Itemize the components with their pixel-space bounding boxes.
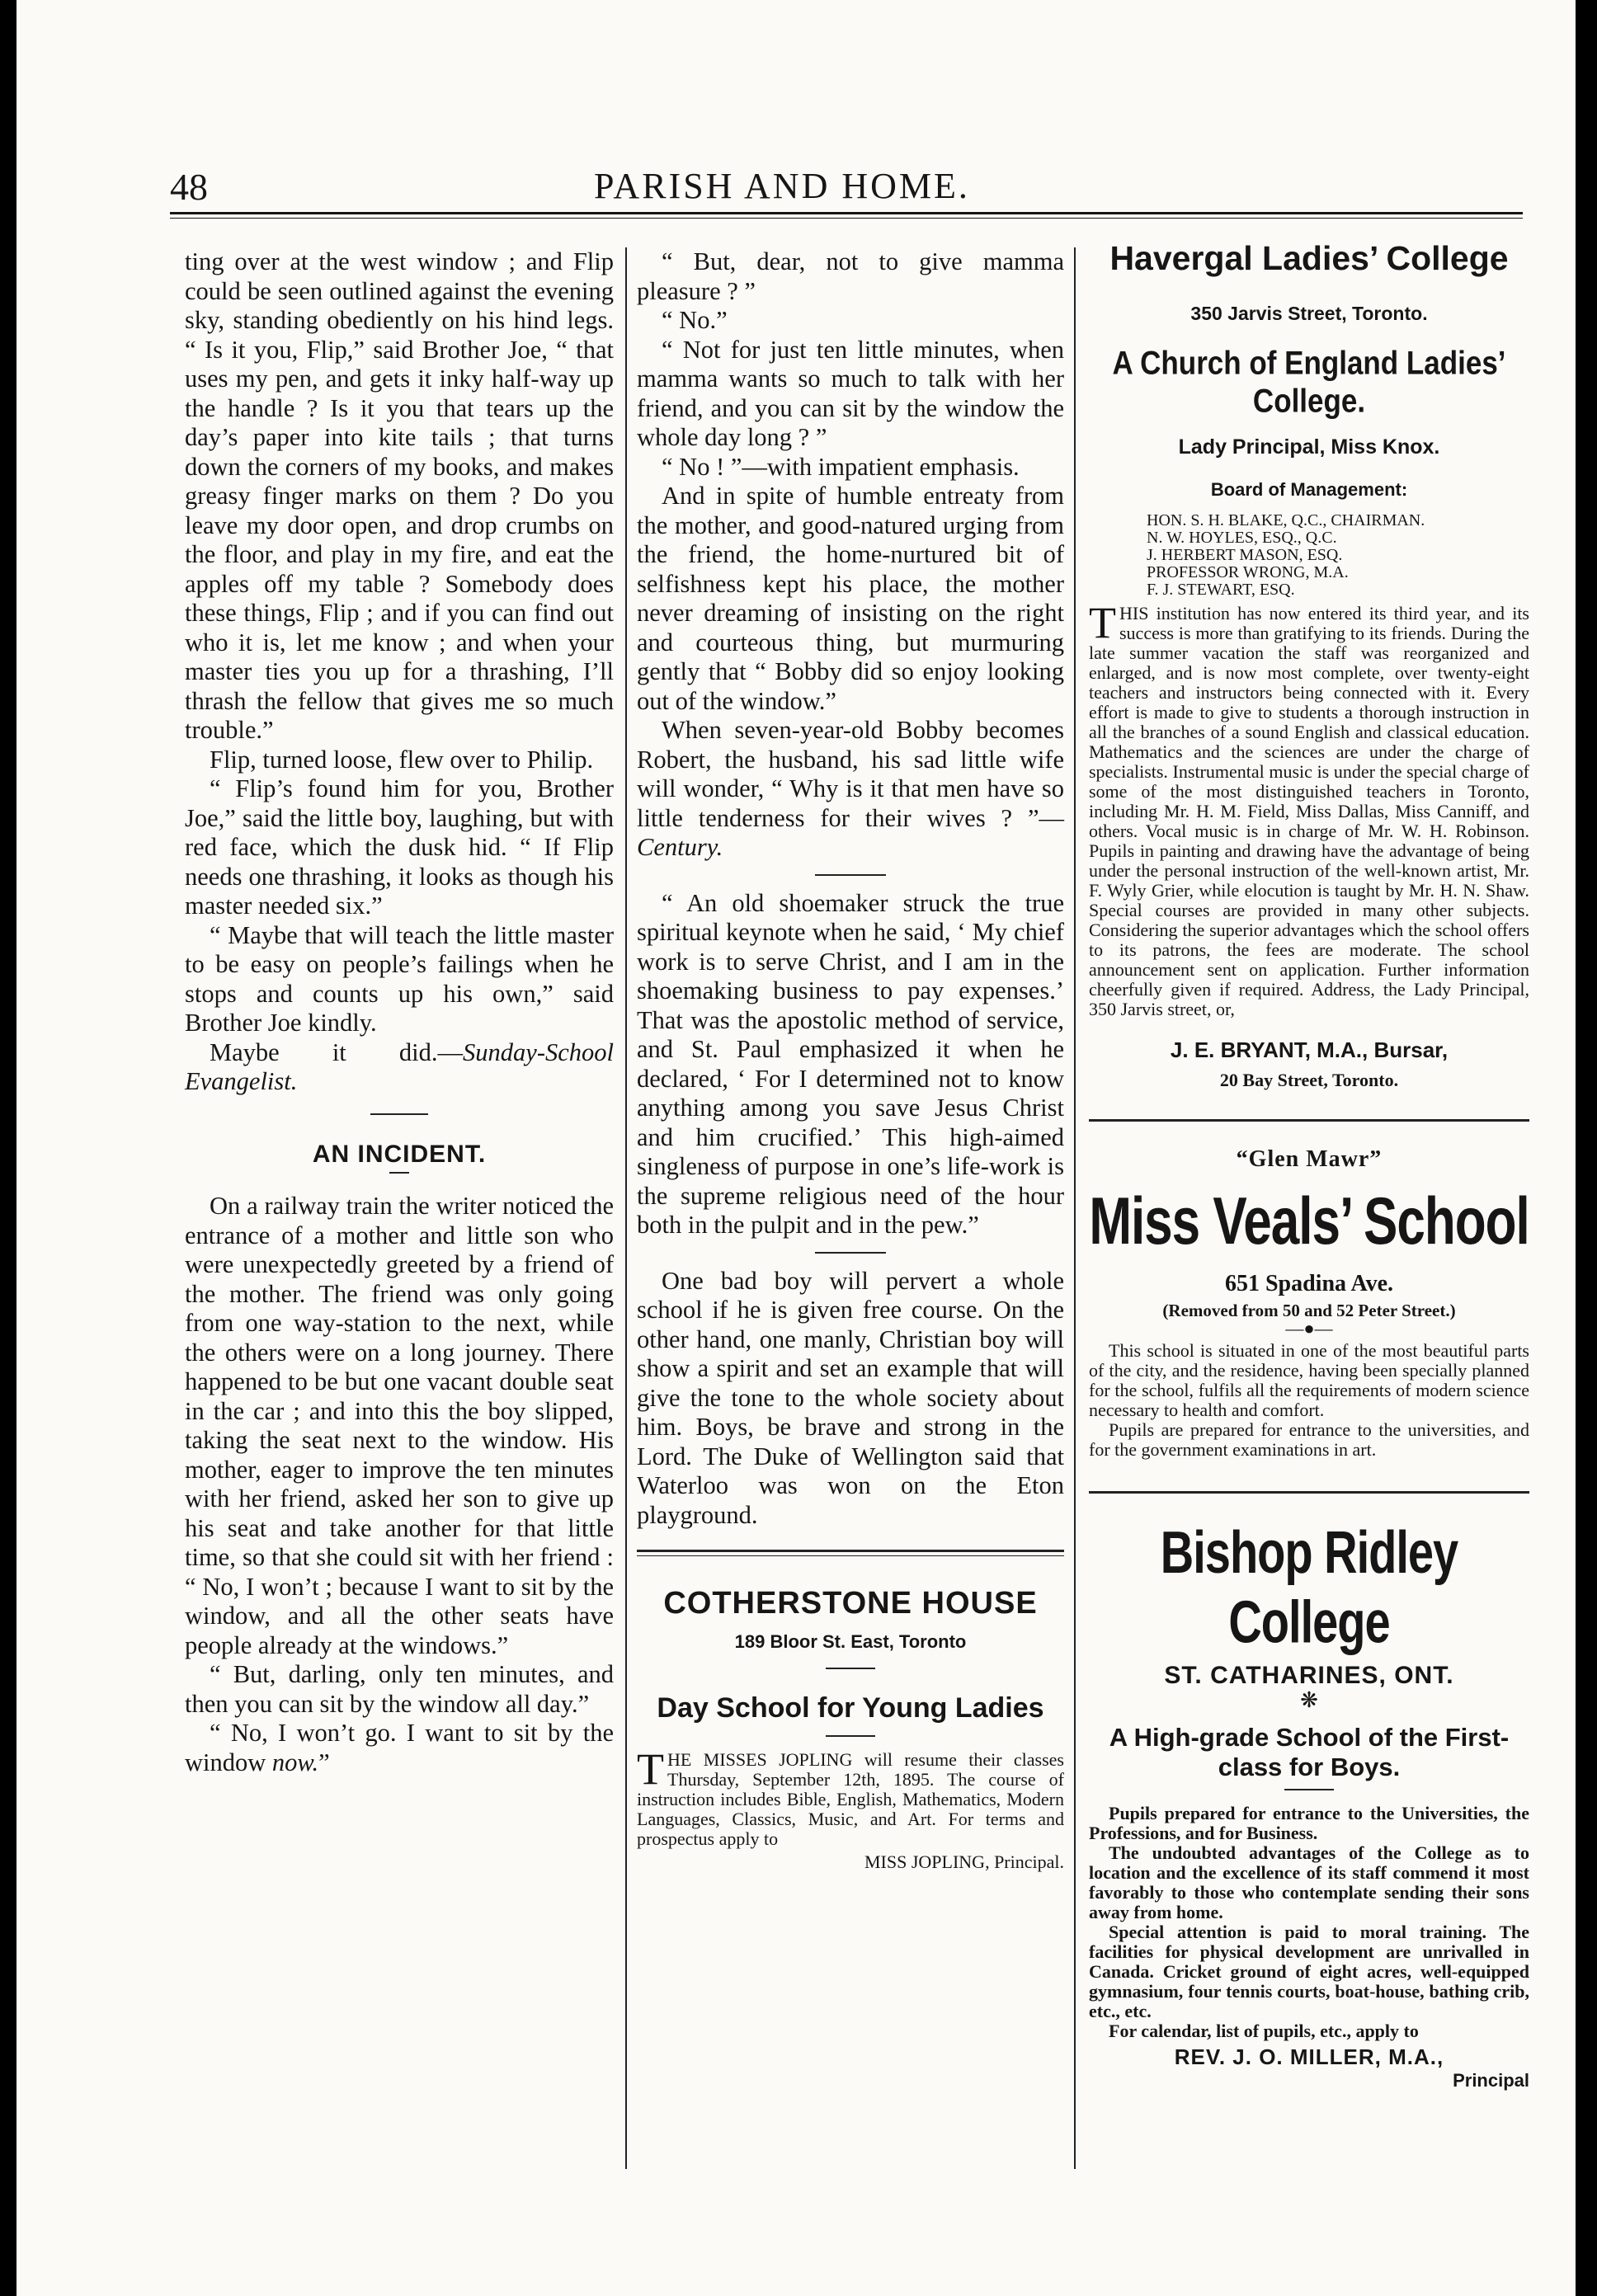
article-paragraph: “ Not for just ten little minutes, when mamma wants so much to talk with her friend, and you can sit by the window the whole day long ? ”	[637, 335, 1064, 451]
column-divider-left	[625, 247, 627, 2169]
story-paragraph: “ Maybe that will teach the little master to be easy on people’s failings when he stops and counts up his own,” said Brother Joe kindly.	[185, 920, 614, 1037]
article-paragraph: On a railway train the writer noticed the entrance of a mother and little son who were unexpectedly greeted by a friend of the mother. The friend was only going from one way-station to the next, while the others were on a long journey. There happened to be but one vacant double seat in the car ; and into this the boy slipped, taking the seat next to the window. His mother, eager to improve the ten minutes with her friend, asked her son to give up his seat and take another for that little time, so that she could sit with her friend : “ No, I won’t ; because I want to sit by the window, and all the other seats have people already at the windows.”	[185, 1192, 614, 1659]
article-paragraph: “ No ! ”—with impatient emphasis.	[662, 452, 1020, 481]
separator-rule	[1284, 1789, 1334, 1790]
veals-body: This school is situated in one of the most beautiful parts of the city, and the residence, having been specially planned for the school, fulfils all the requirements of modern science necessary to health and comfort.	[1089, 1340, 1529, 1420]
ridley-subtitle: A High-grade School of the First-class for Boys.	[1109, 1723, 1510, 1781]
cotherstone-body: THE MISSES JOPLING will resume their classes Thursday, September 12th, 1895. The course of instruction includes Bible, English, Mathematics, Modern Languages, Classics, Music, and Art. For terms and prospectus apply to	[637, 1743, 1064, 1849]
ridley-body: Pupils prepared for entrance to the Universities, the Professions, and for Business.	[1089, 1803, 1529, 1843]
ridley-body: For calendar, list of pupils, etc., apply to	[1109, 2021, 1419, 2041]
veals-tag: “Glen Mawr”	[1236, 1146, 1383, 1172]
ridley-title: Bishop Ridley College	[1160, 1517, 1458, 1656]
cotherstone-ad	[637, 1586, 1064, 1872]
veals-address: 651 Spadina Ave.	[1224, 1271, 1394, 1296]
cotherstone-signature: MISS JOPLING, Principal.	[864, 1851, 1064, 1872]
veals-title: Miss Veals’ School	[1089, 1184, 1529, 1259]
ridley-body: Special attention is paid to moral training. The facilities for physical development are unrivalled in Canada. Cricket ground of eight acres, well-equipped gymnasium, four tennis courts, boat-house, bathing crib, etc., etc.	[1089, 1922, 1529, 2021]
cotherstone-address: 189 Bloor St. East, Toronto	[734, 1630, 967, 1652]
ornament-dot-icon: —●—	[1285, 1318, 1333, 1339]
board-member: N. W. HOYLES, ESQ., Q.C.	[1147, 529, 1337, 547]
board-member: F. J. STEWART, ESQ.	[1147, 581, 1295, 599]
source-name: Sunday-School Evangelist.	[185, 1037, 614, 1095]
shoemaker-paragraph: “ An old shoemaker struck the true spiritual keynote when he said, ‘ My chief work is to serve Christ, and I am in the shoemaking business to pay expenses.’ That was the apostolic method of service, and St. Paul emphasized it when he declared, ‘ For I determined not to know anything among you save Jesus Christ and him crucified.’ This high-aimed singleness of purpose in one’s life-work is the supreme religious need of the hour both in the pulpit and in the pew.”	[637, 888, 1064, 1239]
cotherstone-subtitle: Day School for Young Ladies	[657, 1692, 1044, 1724]
ad-divider	[1089, 1119, 1529, 1122]
article-paragraph: “ But, dear, not to give mamma pleasure ? ”	[637, 247, 1064, 305]
header-rule-thin	[170, 218, 1523, 219]
story-paragraph: ting over at the west window ; and Flip could be seen outlined against the evening sky, standing obediently on his hind legs. “ Is it you, Flip,” said Brother Joe, “ that uses my pen, and gets it inky half-way up the handle ? Is it you that tears up the day’s paper into kite tails ; that turns down the corners of my books, and makes greasy finger marks on them ? Do you leave my door open, and drop crumbs on the floor, and play in my fire, and eat the apples off my table ? Somebody does these things, Flip ; and if you can find out who it is, let me know ; and when your master ties you up for a thrashing, I’ll thrash the fellow that gives me so much trouble.”	[185, 247, 614, 744]
veals-removed: (Removed from 50 and 52 Peter Street.)	[1162, 1301, 1456, 1320]
article-title: AN INCIDENT.	[312, 1140, 487, 1168]
separator-rule	[815, 1252, 886, 1254]
article-paragraph: “ No.”	[662, 306, 728, 334]
newspaper-page	[16, 0, 1576, 2296]
cotherstone-title: COTHERSTONE HOUSE	[663, 1586, 1038, 1621]
separator-rule	[826, 1735, 875, 1737]
board-member: HON. S. H. BLAKE, Q.C., CHAIRMAN.	[1147, 511, 1425, 529]
separator-rule	[815, 874, 886, 876]
column-divider-right	[1074, 247, 1076, 2169]
ridley-location: ST. CATHARINES, ONT.	[1164, 1662, 1454, 1689]
title-dash	[389, 1172, 409, 1174]
page-number: 48	[170, 166, 208, 208]
article-paragraph: “ But, darling, only ten minutes, and then you can sit by the window all day.”	[185, 1660, 614, 1718]
ad-rule-thin	[637, 1555, 1064, 1556]
drop-cap: T	[1089, 598, 1116, 647]
havergal-body: THIS institution has now entered its third year, and its success is more than gratifying to its friends. During the late summer vacation the staff was reorganized and enlarged, and is now most complete, over twenty-eight teachers and instructors being connected with it. Every effort is made to give to students a thorough instruction in all the branches of a sound English and classical education. Mathematics and the sciences are under the charge of specialists. Instrumental music is under the special charge of some of the most distinguished teachers in Toronto, including Mr. H. M. Field, Miss Dallas, Miss Canniff, and others. Vocal music is in charge of Mr. W. H. Robinson. Pupils in painting and drawing have the advantage of being under the personal instruction of the well-known artist, Mr. F. Wyly Grier, while elocution is taught by Mr. H. N. Shaw. Special courses are provided in many other subjects. Considering the superior advantages which the school offers to its patrons, the fees are moderate. The school announcement sent on application. Further information cheerfully given if required. Address, the Lady Principal, 350 Jarvis street, or,	[1089, 598, 1529, 1019]
separator-rule	[826, 1668, 875, 1669]
badboy-paragraph: One bad boy will pervert a whole school if he is given free course. On the other hand, one manly, Christian boy will show a spirit and set an example that will give the tone to the whole society about him. Boys, be brave and strong in the Lord. The Duke of Wellington said that Waterloo was won on the Eton playground.	[637, 1266, 1064, 1529]
story-paragraph: Flip, turned loose, flew over to Philip.	[210, 745, 594, 774]
veals-body: Pupils are prepared for entrance to the universities, and for the government examinations in art.	[1089, 1419, 1529, 1460]
column-left	[185, 247, 614, 1777]
ornament-fleuron-icon: ❋	[1300, 1688, 1318, 1712]
havergal-address: 350 Jarvis Street, Toronto.	[1190, 303, 1428, 324]
article-paragraph: “ No, I won’t go. I want to sit by the window now.”	[185, 1719, 614, 1776]
ad-rule	[637, 1550, 1064, 1552]
ridley-contact: REV. J. O. MILLER, M.A.,	[1174, 2044, 1444, 2069]
havergal-principal: Lady Principal, Miss Knox.	[1178, 435, 1440, 459]
havergal-title: Havergal Ladies’ College	[1109, 239, 1509, 277]
board-list	[1147, 512, 1529, 599]
board-member: PROFESSOR WRONG, M.A.	[1147, 563, 1349, 581]
havergal-tagline: A Church of England Ladies’ College.	[1112, 345, 1506, 420]
separator-rule	[370, 1113, 428, 1115]
column-right-ads	[1089, 239, 1529, 2091]
board-member: J. HERBERT MASON, ESQ.	[1147, 546, 1343, 564]
bursar-address: 20 Bay Street, Toronto.	[1219, 1070, 1399, 1090]
header-rule	[170, 212, 1523, 214]
source-name: Century.	[637, 833, 723, 861]
ridley-body: The undoubted advantages of the College as to location and the excellence of its staff commend it most favorably to those who contemplate sending their sons away from home.	[1089, 1842, 1529, 1922]
board-title: Board of Management:	[1210, 479, 1408, 500]
story-paragraph: “ Flip’s found him for you, Brother Joe,” said the little boy, laughing, but with red face, which the dusk hid. “ If Flip needs one thrashing, it looks as though his master needed six.”	[185, 774, 614, 920]
ridley-contact-role: Principal	[1453, 2070, 1529, 2091]
drop-cap: T	[637, 1743, 664, 1794]
column-middle	[637, 247, 1064, 1872]
ad-divider	[1089, 1491, 1529, 1494]
running-title: PARISH AND HOME.	[594, 166, 970, 206]
article-paragraph: And in spite of humble entreaty from the mother, and good-natured urging from the friend, the home-nurtured bit of selfishness kept his place, the mother never dreaming of insisting on the right and courteous thing, but murmuring gently that “ Bobby did so enjoy looking out of the window.”	[637, 482, 1064, 715]
article-paragraph: When seven-year-old Bobby becomes Robert, the husband, his sad little wife will wonder, “ Why is it that men have so little tenderness for their wives ? ”— Century.	[637, 716, 1064, 861]
story-attribution: Maybe it did.—Sunday-School Evangelist.	[185, 1037, 614, 1095]
bursar-name: J. E. BRYANT, M.A., Bursar,	[1170, 1037, 1449, 1062]
